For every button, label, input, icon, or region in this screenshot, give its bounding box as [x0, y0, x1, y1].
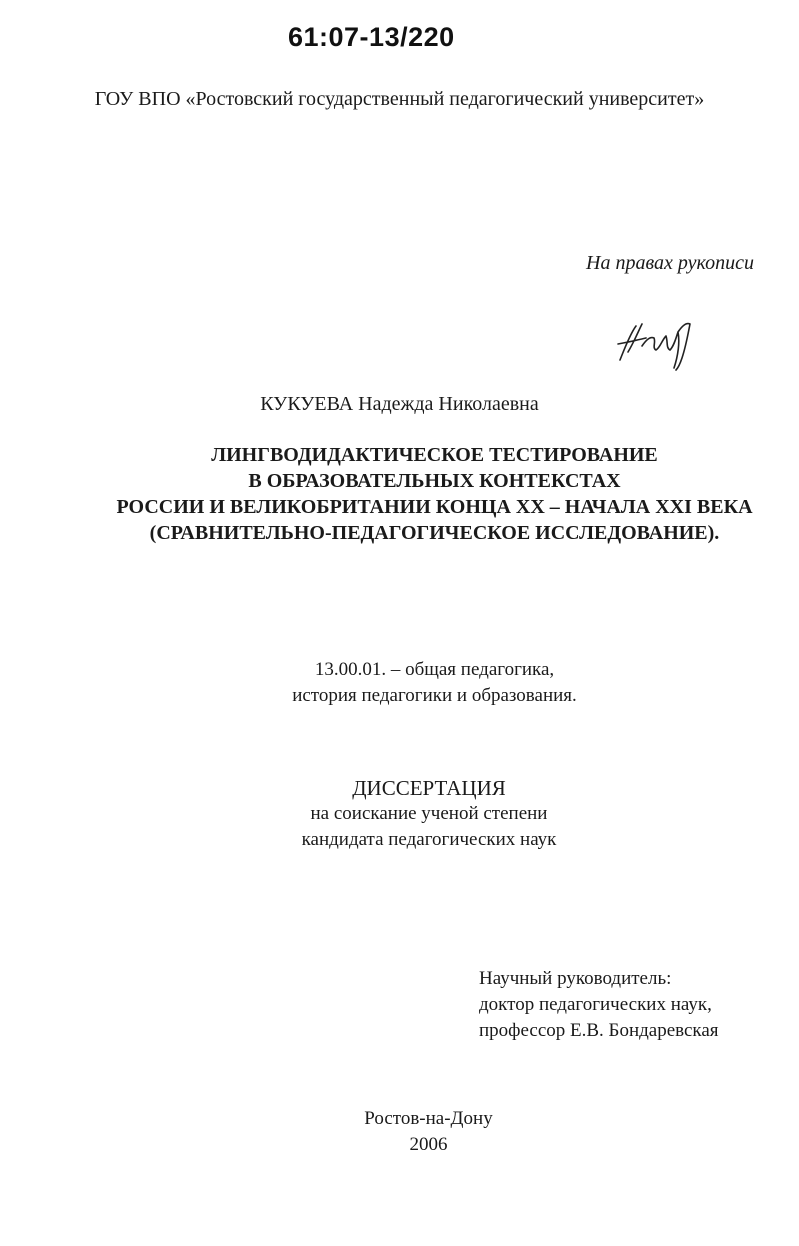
catalog-number: 61:07-13/220	[288, 22, 455, 52]
manuscript-note: На правах рукописи	[586, 252, 754, 274]
year: 2006	[409, 1134, 448, 1155]
city-year	[0, 1106, 799, 1158]
specialty-code	[0, 657, 799, 709]
degree-line: кандидата педагогических наук	[301, 829, 557, 850]
specialty-line: история педагогики и образования.	[292, 685, 577, 706]
title-line: В ОБРАЗОВАТЕЛЬНЫХ КОНТЕКСТАХ	[248, 470, 621, 492]
advisor-name: профессор Е.В. Бондаревская	[479, 1020, 719, 1041]
degree-line: на соискание ученой степени	[310, 803, 548, 824]
title-line: (СРАВНИТЕЛЬНО-ПЕДАГОГИЧЕСКОЕ ИССЛЕДОВАНИЕ).	[149, 522, 720, 544]
degree-heading: ДИССЕРТАЦИЯ	[352, 776, 506, 800]
author-name: КУКУЕВА Надежда Николаевна	[260, 393, 539, 415]
institution-name: ГОУ ВПО «Ростовский государственный педагогический университет»	[94, 88, 705, 110]
title-line: РОССИИ И ВЕЛИКОБРИТАНИИ КОНЦА XX – НАЧАЛА XXI ВЕКА	[116, 496, 753, 518]
dissertation-title	[0, 442, 799, 546]
author-signature	[612, 312, 702, 374]
scientific-advisor	[479, 966, 719, 1044]
degree-block	[0, 775, 799, 853]
title-line: ЛИНГВОДИДАКТИЧЕСКОЕ ТЕСТИРОВАНИЕ	[211, 444, 658, 466]
city: Ростов-на-Дону	[364, 1108, 493, 1129]
advisor-degree: доктор педагогических наук,	[479, 994, 712, 1015]
advisor-label: Научный руководитель:	[479, 968, 672, 989]
specialty-line: 13.00.01. – общая педагогика,	[314, 659, 555, 680]
